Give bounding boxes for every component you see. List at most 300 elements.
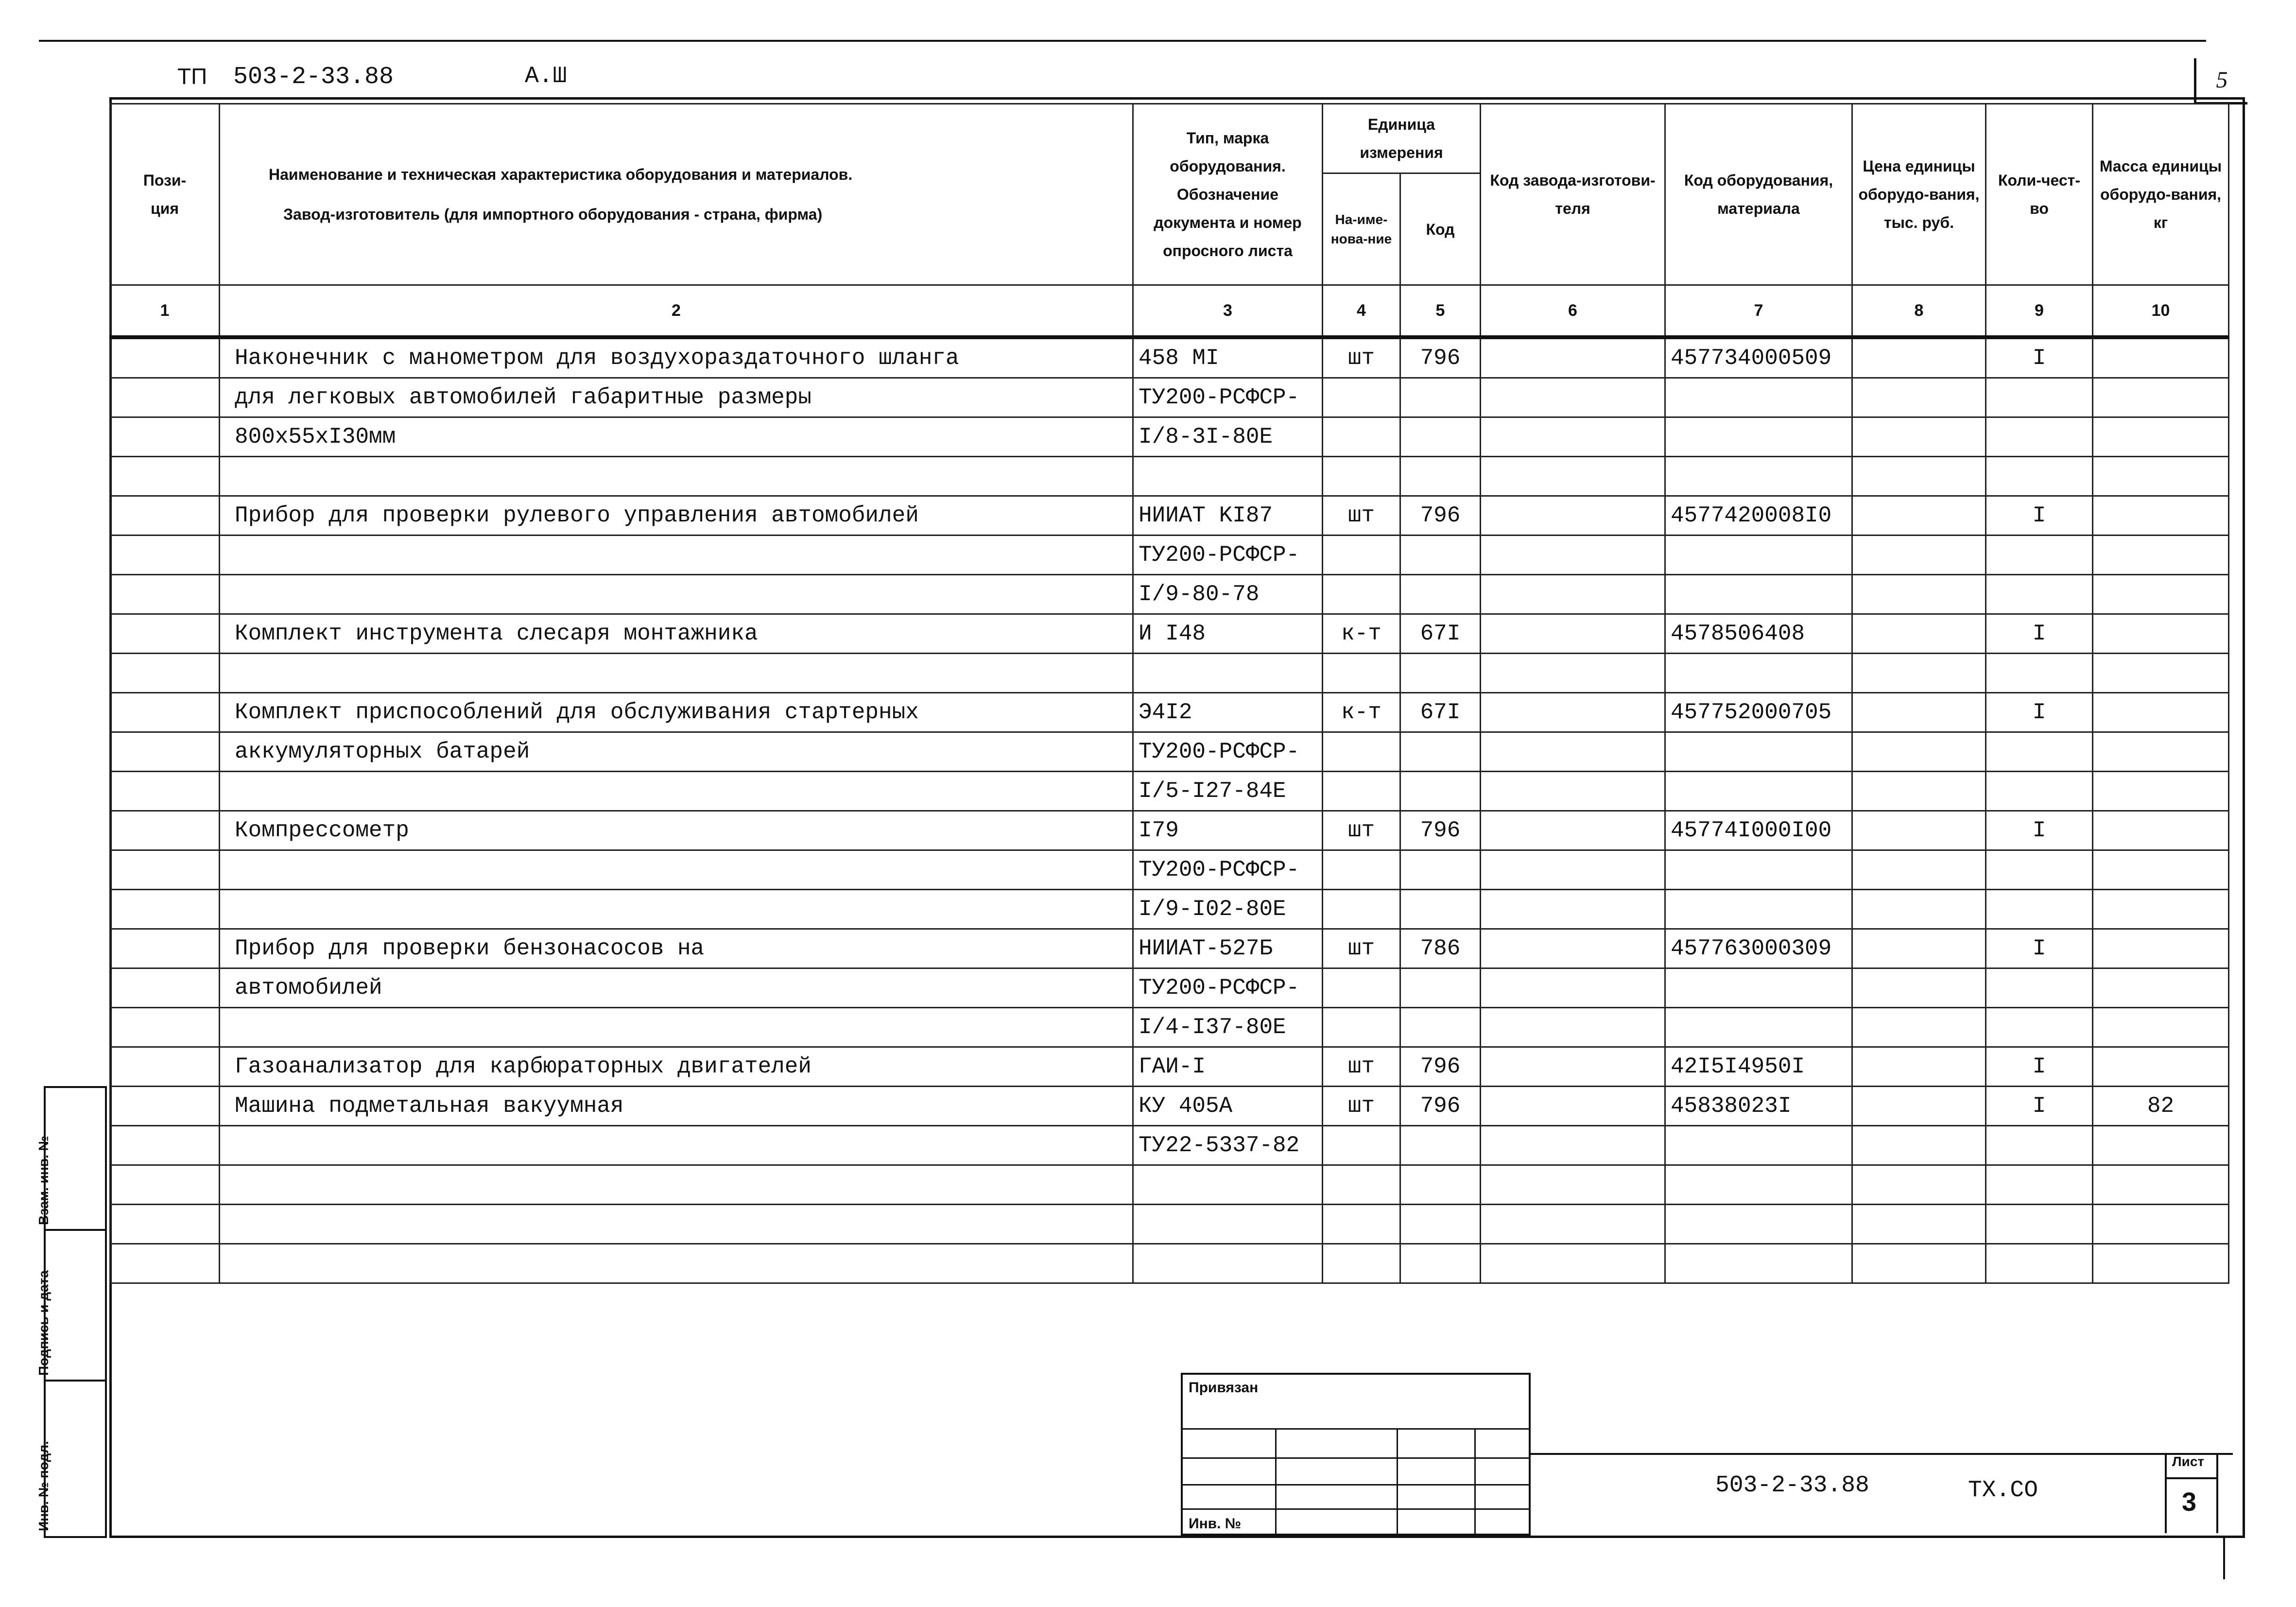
cell-code xyxy=(1665,1244,1852,1283)
col-header-mass: Масса единицы оборудо-вания, кг xyxy=(2093,104,2229,285)
cell-qty: I xyxy=(1986,811,2093,850)
cell-mass xyxy=(2093,1008,2229,1047)
cell-qty: I xyxy=(1986,1087,2093,1126)
cell-mass xyxy=(2093,417,2229,457)
cell-unit xyxy=(1323,457,1400,496)
col-number: 9 xyxy=(1986,285,2093,338)
cell-unit xyxy=(1323,1126,1400,1165)
cell-code xyxy=(1665,1165,1852,1205)
table-row xyxy=(110,1244,2229,1283)
cell-qty xyxy=(1986,575,2093,614)
side-cell-sign xyxy=(36,1229,107,1382)
cell-unit: шт xyxy=(1323,1087,1400,1126)
cell-empty xyxy=(1481,654,1665,693)
cell-name: 800х55хI30мм xyxy=(220,417,1133,457)
cell-unit xyxy=(1323,772,1400,811)
cell-qty: I xyxy=(1986,929,2093,968)
cell-empty xyxy=(1481,693,1665,732)
cell-ucode xyxy=(1400,417,1481,457)
cell-qty: I xyxy=(1986,614,2093,654)
column-number-row xyxy=(110,285,2229,338)
cell-unit xyxy=(1323,417,1400,457)
cell-name: автомобилей xyxy=(220,968,1133,1008)
cell-empty xyxy=(1852,693,1986,732)
table-row xyxy=(110,417,2229,457)
binding-rule xyxy=(1183,1508,1529,1510)
col-number: 5 xyxy=(1400,285,1481,338)
cell-ucode: 786 xyxy=(1400,929,1481,968)
cell-empty xyxy=(1852,1047,1986,1087)
cell-name xyxy=(220,1205,1133,1244)
binding-rule xyxy=(1397,1428,1398,1534)
cell-empty xyxy=(1852,654,1986,693)
cell-mass xyxy=(2093,693,2229,732)
cell-ucode xyxy=(1400,654,1481,693)
equipment-spec-table xyxy=(109,103,2229,1284)
table-row xyxy=(110,693,2229,732)
cell-empty xyxy=(1481,811,1665,850)
cell-empty xyxy=(1481,417,1665,457)
cell-ucode xyxy=(1400,1126,1481,1165)
cell-name xyxy=(220,772,1133,811)
cell-empty xyxy=(1481,968,1665,1008)
cell-name xyxy=(220,536,1133,575)
cell-empty xyxy=(1481,1205,1665,1244)
cell-unit xyxy=(1323,575,1400,614)
cell-qty xyxy=(1986,417,2093,457)
cell-ucode xyxy=(1400,1244,1481,1283)
cell-ucode xyxy=(1400,1205,1481,1244)
cell-empty xyxy=(1852,850,1986,890)
table-row xyxy=(110,614,2229,654)
sheet-label: Лист xyxy=(2172,1454,2205,1469)
cell-type: НИИАТ-527Б xyxy=(1133,929,1323,968)
cell-ucode xyxy=(1400,850,1481,890)
cell-unit xyxy=(1323,654,1400,693)
cell-ucode xyxy=(1400,378,1481,417)
cell-empty xyxy=(1852,1244,1986,1283)
table-row xyxy=(110,890,2229,929)
sheet-rule xyxy=(2165,1477,2218,1479)
cell-type xyxy=(1133,457,1323,496)
cell-ucode xyxy=(1400,1008,1481,1047)
cell-mass xyxy=(2093,929,2229,968)
cell-ucode xyxy=(1400,890,1481,929)
cell-empty xyxy=(110,1165,220,1205)
cell-unit xyxy=(1323,968,1400,1008)
cell-qty xyxy=(1986,968,2093,1008)
doc-code: 503-2-33.88 xyxy=(1715,1472,1869,1499)
cell-name xyxy=(220,457,1133,496)
cell-type xyxy=(1133,1165,1323,1205)
cell-mass xyxy=(2093,614,2229,654)
cell-code: 457763000309 xyxy=(1665,929,1852,968)
cell-empty xyxy=(1852,614,1986,654)
cell-empty xyxy=(110,1008,220,1047)
cell-qty xyxy=(1986,654,2093,693)
cell-type: ТУ200-РСФСР- xyxy=(1133,378,1323,417)
col-number: 6 xyxy=(1481,285,1665,338)
table-row xyxy=(110,1126,2229,1165)
cell-code xyxy=(1665,968,1852,1008)
side-stamp xyxy=(36,1086,107,1538)
col-header-unit-group: Единица измерения xyxy=(1323,104,1481,173)
cell-empty xyxy=(1481,929,1665,968)
cell-type: Э4I2 xyxy=(1133,693,1323,732)
cell-unit: шт xyxy=(1323,496,1400,536)
cell-mass: 82 xyxy=(2093,1087,2229,1126)
cell-qty: I xyxy=(1986,1047,2093,1087)
table-row xyxy=(110,1205,2229,1244)
cell-mass xyxy=(2093,850,2229,890)
cell-empty xyxy=(1852,1165,1986,1205)
cell-empty xyxy=(1481,732,1665,772)
cell-mass xyxy=(2093,1244,2229,1283)
cell-qty xyxy=(1986,1205,2093,1244)
cell-mass xyxy=(2093,536,2229,575)
col-number: 3 xyxy=(1133,285,1323,338)
col-number: 4 xyxy=(1323,285,1400,338)
cell-code xyxy=(1665,378,1852,417)
col-number: 7 xyxy=(1665,285,1852,338)
cell-unit: шт xyxy=(1323,1047,1400,1087)
cell-empty xyxy=(1852,1087,1986,1126)
cell-empty xyxy=(1481,378,1665,417)
cell-empty xyxy=(110,811,220,850)
cell-empty xyxy=(110,417,220,457)
cell-type: ТУ200-РСФСР- xyxy=(1133,536,1323,575)
cell-empty xyxy=(1852,378,1986,417)
col-number: 10 xyxy=(2093,285,2229,338)
cell-type: ТУ200-РСФСР- xyxy=(1133,732,1323,772)
cell-ucode: 796 xyxy=(1400,1047,1481,1087)
cell-unit xyxy=(1323,1008,1400,1047)
cell-unit xyxy=(1323,536,1400,575)
cell-type: И I48 xyxy=(1133,614,1323,654)
table-row xyxy=(110,496,2229,536)
table-row xyxy=(110,811,2229,850)
cell-empty xyxy=(1481,1244,1665,1283)
cell-empty xyxy=(110,1205,220,1244)
cell-mass xyxy=(2093,337,2229,378)
header-project-code: 503-2-33.88 xyxy=(233,63,394,91)
cell-type: ТУ200-РСФСР- xyxy=(1133,968,1323,1008)
cell-empty xyxy=(110,1126,220,1165)
cell-code xyxy=(1665,772,1852,811)
cell-empty xyxy=(1852,811,1986,850)
cell-ucode: 796 xyxy=(1400,1087,1481,1126)
cell-ucode xyxy=(1400,968,1481,1008)
col-number: 1 xyxy=(110,285,220,338)
cell-empty xyxy=(1481,614,1665,654)
col-header-name-line2: Завод-изготовитель (для импортного оборудования - страна, фирма) xyxy=(283,206,823,223)
cell-empty xyxy=(1481,1165,1665,1205)
cell-code xyxy=(1665,1008,1852,1047)
col-header-type: Тип, марка оборудования. Обозначение документа и номер опросного листа xyxy=(1133,104,1323,285)
cell-empty xyxy=(1852,417,1986,457)
cell-empty xyxy=(110,850,220,890)
cell-qty: I xyxy=(1986,693,2093,732)
col-header-name xyxy=(220,104,1133,285)
cell-type xyxy=(1133,654,1323,693)
binding-rule xyxy=(1474,1428,1476,1534)
cell-unit xyxy=(1323,732,1400,772)
col-number: 8 xyxy=(1852,285,1986,338)
cell-name xyxy=(220,654,1133,693)
cell-qty xyxy=(1986,1244,2093,1283)
cell-empty xyxy=(1852,337,1986,378)
cell-empty xyxy=(1481,890,1665,929)
cell-name: Компрессометр xyxy=(220,811,1133,850)
top-rule xyxy=(39,40,2206,42)
table-row xyxy=(110,536,2229,575)
cell-ucode: 796 xyxy=(1400,811,1481,850)
cell-unit: к-т xyxy=(1323,693,1400,732)
table-row xyxy=(110,772,2229,811)
cell-empty xyxy=(110,457,220,496)
cell-code: 45838023I xyxy=(1665,1087,1852,1126)
cell-empty xyxy=(110,378,220,417)
side-label-sign-date: Подпись и дата xyxy=(36,1270,51,1376)
cell-empty xyxy=(110,772,220,811)
cell-empty xyxy=(1852,732,1986,772)
cell-qty xyxy=(1986,732,2093,772)
table-row xyxy=(110,1165,2229,1205)
cell-name: для легковых автомобилей габаритные размеры xyxy=(220,378,1133,417)
table-row xyxy=(110,654,2229,693)
binding-title: Привязан xyxy=(1189,1380,1259,1396)
table-row xyxy=(110,929,2229,968)
cell-code: 42I5I4950I xyxy=(1665,1047,1852,1087)
cell-empty xyxy=(1481,457,1665,496)
cell-name xyxy=(220,890,1133,929)
cell-empty xyxy=(110,732,220,772)
cell-empty xyxy=(1481,1126,1665,1165)
title-block-rule xyxy=(1531,1453,2233,1455)
cell-name xyxy=(220,1008,1133,1047)
cell-empty xyxy=(1481,772,1665,811)
cell-qty xyxy=(1986,1008,2093,1047)
cell-empty xyxy=(1852,1008,1986,1047)
cell-unit xyxy=(1323,1165,1400,1205)
col-header-plant-code: Код завода-изготови-теля xyxy=(1481,104,1665,285)
cell-name xyxy=(220,850,1133,890)
cell-type: I/8-3I-80E xyxy=(1133,417,1323,457)
cell-empty xyxy=(110,1047,220,1087)
cell-ucode xyxy=(1400,1165,1481,1205)
cell-type xyxy=(1133,1244,1323,1283)
cell-empty xyxy=(1481,496,1665,536)
right-rule xyxy=(2223,1536,2225,1579)
table-row xyxy=(110,1008,2229,1047)
page-number: 5 xyxy=(2194,58,2247,104)
cell-code xyxy=(1665,457,1852,496)
cell-empty xyxy=(1481,337,1665,378)
cell-empty xyxy=(1852,575,1986,614)
cell-qty: I xyxy=(1986,496,2093,536)
col-number: 2 xyxy=(220,285,1133,338)
cell-qty xyxy=(1986,536,2093,575)
cell-unit: шт xyxy=(1323,929,1400,968)
cell-empty xyxy=(110,929,220,968)
header-album: А.Ш xyxy=(525,63,567,89)
cell-empty xyxy=(1481,1047,1665,1087)
cell-code xyxy=(1665,732,1852,772)
cell-ucode: 796 xyxy=(1400,496,1481,536)
cell-type: ТУ22-5337-82 xyxy=(1133,1126,1323,1165)
cell-empty xyxy=(1852,496,1986,536)
cell-name: аккумуляторных батарей xyxy=(220,732,1133,772)
sheet-number: 3 xyxy=(2182,1487,2197,1517)
cell-mass xyxy=(2093,496,2229,536)
cell-unit: шт xyxy=(1323,811,1400,850)
cell-code xyxy=(1665,575,1852,614)
cell-qty xyxy=(1986,772,2093,811)
cell-empty xyxy=(110,693,220,732)
cell-type: КУ 405А xyxy=(1133,1087,1323,1126)
cell-code xyxy=(1665,1126,1852,1165)
binding-rule xyxy=(1183,1428,1529,1430)
cell-empty xyxy=(1852,457,1986,496)
cell-empty xyxy=(1852,772,1986,811)
cell-mass xyxy=(2093,1126,2229,1165)
cell-name: Газоанализатор для карбюраторных двигателей xyxy=(220,1047,1133,1087)
cell-empty xyxy=(1481,1087,1665,1126)
cell-name xyxy=(220,1244,1133,1283)
cell-ucode: 796 xyxy=(1400,337,1481,378)
table-row xyxy=(110,732,2229,772)
side-cell-replace xyxy=(36,1088,107,1231)
cell-ucode xyxy=(1400,457,1481,496)
cell-unit: шт xyxy=(1323,337,1400,378)
cell-ucode xyxy=(1400,732,1481,772)
cell-empty xyxy=(110,968,220,1008)
cell-code xyxy=(1665,654,1852,693)
cell-type: I/5-I27-84E xyxy=(1133,772,1323,811)
cell-empty xyxy=(1481,850,1665,890)
cell-mass xyxy=(2093,890,2229,929)
col-header-price: Цена единицы оборудо-вания, тыс. руб. xyxy=(1852,104,1986,285)
cell-empty xyxy=(110,890,220,929)
col-header-position: Пози- ция xyxy=(110,104,220,285)
col-header-unit-name: На-име-нова-ние xyxy=(1323,173,1400,285)
cell-name: Комплект инструмента слесаря монтажника xyxy=(220,614,1133,654)
cell-qty xyxy=(1986,1126,2093,1165)
cell-name xyxy=(220,1126,1133,1165)
cell-qty xyxy=(1986,457,2093,496)
cell-unit xyxy=(1323,850,1400,890)
cell-mass xyxy=(2093,575,2229,614)
cell-code: 4578506408 xyxy=(1665,614,1852,654)
cell-name xyxy=(220,575,1133,614)
cell-mass xyxy=(2093,1047,2229,1087)
cell-empty xyxy=(110,496,220,536)
cell-empty xyxy=(110,1244,220,1283)
table-row xyxy=(110,850,2229,890)
cell-mass xyxy=(2093,811,2229,850)
cell-type: НИИАТ KI87 xyxy=(1133,496,1323,536)
cell-ucode xyxy=(1400,772,1481,811)
binding-rule xyxy=(1275,1428,1277,1534)
cell-name: Прибор для проверки бензонасосов на xyxy=(220,929,1133,968)
binding-inv-label: Инв. № xyxy=(1189,1516,1242,1532)
cell-unit: к-т xyxy=(1323,614,1400,654)
cell-type: 458 MI xyxy=(1133,337,1323,378)
cell-code xyxy=(1665,536,1852,575)
cell-empty xyxy=(1852,968,1986,1008)
cell-code xyxy=(1665,417,1852,457)
cell-code: 457734000509 xyxy=(1665,337,1852,378)
cell-ucode xyxy=(1400,536,1481,575)
binding-stamp xyxy=(1181,1373,1531,1536)
table-row xyxy=(110,457,2229,496)
cell-mass xyxy=(2093,654,2229,693)
cell-type xyxy=(1133,1205,1323,1244)
cell-type: I/9-I02-80E xyxy=(1133,890,1323,929)
cell-ucode: 67I xyxy=(1400,693,1481,732)
table-row xyxy=(110,337,2229,378)
cell-qty xyxy=(1986,378,2093,417)
cell-mass xyxy=(2093,732,2229,772)
cell-unit xyxy=(1323,378,1400,417)
cell-type: ГАИ-I xyxy=(1133,1047,1323,1087)
cell-empty xyxy=(110,654,220,693)
col-header-unit-code: Код xyxy=(1400,173,1481,285)
cell-code xyxy=(1665,890,1852,929)
cell-empty xyxy=(1852,1205,1986,1244)
cell-code xyxy=(1665,1205,1852,1244)
cell-qty xyxy=(1986,890,2093,929)
cell-mass xyxy=(2093,968,2229,1008)
cell-name: Комплект приспособлений для обслуживания стартерных xyxy=(220,693,1133,732)
cell-empty xyxy=(110,1087,220,1126)
cell-empty xyxy=(1481,575,1665,614)
cell-code: 45774I000I00 xyxy=(1665,811,1852,850)
cell-ucode xyxy=(1400,575,1481,614)
col-header-name-line1: Наименование и техническая характеристика оборудования и материалов. xyxy=(269,166,853,183)
col-header-quantity: Коли-чест-во xyxy=(1986,104,2093,285)
cell-ucode: 67I xyxy=(1400,614,1481,654)
table-row xyxy=(110,575,2229,614)
table-row xyxy=(110,378,2229,417)
table-row xyxy=(110,1087,2229,1126)
table-row xyxy=(110,968,2229,1008)
cell-qty: I xyxy=(1986,337,2093,378)
col-header-equipment-code: Код оборудования, материала xyxy=(1665,104,1852,285)
cell-name xyxy=(220,1165,1133,1205)
cell-unit xyxy=(1323,1205,1400,1244)
cell-empty xyxy=(110,337,220,378)
cell-name: Машина подметальная вакуумная xyxy=(220,1087,1133,1126)
table-body xyxy=(110,337,2229,1283)
cell-empty xyxy=(1852,929,1986,968)
cell-empty xyxy=(110,575,220,614)
cell-unit xyxy=(1323,1244,1400,1283)
cell-type: I/4-I37-80E xyxy=(1133,1008,1323,1047)
table-header-row xyxy=(110,104,2229,173)
side-label-replace-inv: Взам. инв. № xyxy=(36,1136,51,1225)
header-prefix: ТП xyxy=(177,64,207,89)
cell-mass xyxy=(2093,772,2229,811)
cell-code: 4577420008I0 xyxy=(1665,496,1852,536)
cell-empty xyxy=(1481,536,1665,575)
cell-empty xyxy=(110,614,220,654)
cell-mass xyxy=(2093,457,2229,496)
cell-qty xyxy=(1986,850,2093,890)
binding-rule xyxy=(1183,1457,1529,1459)
cell-empty xyxy=(110,536,220,575)
cell-mass xyxy=(2093,378,2229,417)
